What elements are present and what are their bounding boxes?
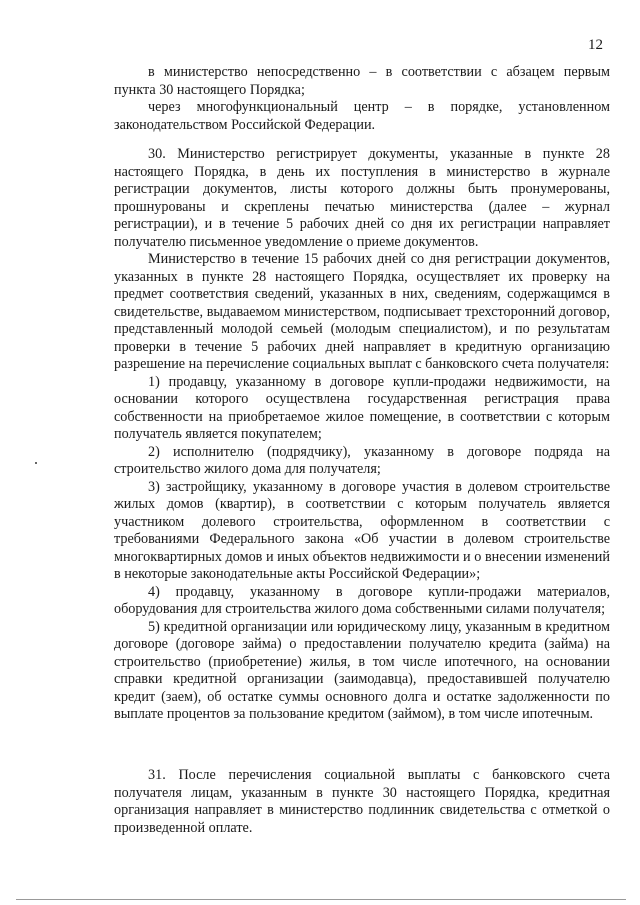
paragraph: 31. После перечисления социальной выплаты с банковского счета получателя лицам, указанным в пункте 30 настоящего Порядка, кредитная организация направляет в министерство подлинник свидетельства с отметкой о произведенной оплате. xyxy=(114,767,610,836)
list-item: 4) продавцу, указанному в договоре купли-продажи материалов, оборудования для строительства жилого дома собственными силами получателя; xyxy=(114,583,610,617)
list-item: 5) кредитной организации или юридическому лицу, указанным в кредитном договоре (договоре займа) о предоставлении получателю кредита (займа) на строительство (приобретение) жилья, в том числе ипотечного, на основании справки кредитной организации (заимодавца), предоставившей получателю кредит (заем), об остатке суммы основного долга и остатке задолженности по выплате процентов за пользование кредитом (займом), в том числе ипотечным. xyxy=(114,618,610,722)
list-item: 2) исполнителю (подрядчику), указанному в договоре подряда на строительство жилого дома для получателя; xyxy=(114,443,610,477)
section-30 xyxy=(114,146,610,724)
paragraph: Министерство в течение 15 рабочих дней со дня регистрации документов, указанных в пункте 28 настоящего Порядка, осуществляет их проверку на предмет соответствия сведений, указанных в них, сведениям, содержащимся в свидетельстве, выдаваемом министерством, подписывает трехсторонний договор, представленный молодой семьей (молодым специалистом), и по результатам проверки в течение 5 рабочих дней направляет в кредитную организацию разрешение на перечисление социальных выплат с банковского счета получателя: xyxy=(114,251,610,372)
footer-rule xyxy=(16,899,626,900)
list-item: 3) застройщику, указанному в договоре участия в долевом строительстве жилых домов (квартир), в соответствии с которым получатель является участником долевого строительства, оформленном в соответствии с требованиями Федерального закона «Об участии в долевом строительстве многоквартирных домов и иных объектов недвижимости и о внесении изменений в некоторые законодательные акты Российской Федерации»; xyxy=(114,478,610,582)
list-item: 1) продавцу, указанному в договоре купли-продажи недвижимости, на основании которого осуществлена государственная регистрация права собственности на приобретаемое жилое помещение, в соответствии с которым получатель является покупателем; xyxy=(114,373,610,442)
section-31 xyxy=(114,767,610,837)
paragraph: в министерство непосредственно – в соответствии с абзацем первым пункта 30 настоящего Порядка; xyxy=(114,64,610,98)
paragraph: 30. Министерство регистрирует документы, указанные в пункте 28 настоящего Порядка, в день их поступления в министерство в журнале регистрации документов, листы которого должны быть пронумерованы, прошнурованы и скреплены печатью министерства (далее – журнал регистрации), и в течение 5 рабочих дней со дня их регистрации направляет получателю письменное уведомление о приеме документов. xyxy=(114,146,610,250)
scan-mark xyxy=(35,462,37,464)
intro-text xyxy=(114,64,610,134)
paragraph: через многофункциональный центр – в порядке, установленном законодательством Российской Федерации. xyxy=(114,99,610,133)
page-number: 12 xyxy=(588,37,603,53)
